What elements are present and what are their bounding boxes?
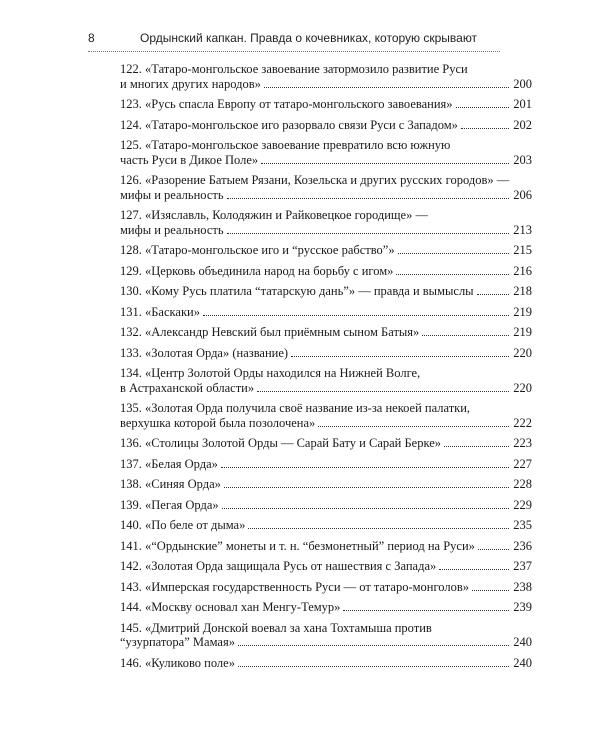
toc-entry xyxy=(120,559,532,574)
toc-entry xyxy=(120,621,532,650)
toc-entry-page: 240 xyxy=(513,635,532,649)
toc-entry xyxy=(120,539,532,554)
toc-entry-title-line: 123. «Русь спасла Европу от татаро-монгольского завоевания» xyxy=(120,97,453,111)
toc-entry xyxy=(120,457,532,472)
toc-entry xyxy=(120,600,532,615)
dot-leader xyxy=(439,569,509,570)
toc-entry-page: 220 xyxy=(513,380,532,395)
toc-entry-title-line: 131. «Баскаки» xyxy=(120,304,200,319)
dot-leader xyxy=(261,163,509,164)
dot-leader xyxy=(224,487,509,488)
toc-entry-title-line: 134. «Центр Золотой Орды находился на Нижней Волге, xyxy=(120,366,421,380)
dot-leader xyxy=(221,467,509,468)
toc-entry-title-line: в Астраханской области» xyxy=(120,380,255,395)
toc-entry-page: 240 xyxy=(513,655,532,670)
toc-entry xyxy=(120,305,532,320)
toc-entry-title-line: мифы и реальность xyxy=(120,187,224,202)
toc-entry-page: 237 xyxy=(513,559,532,573)
toc-entry-title-line: 145. «Дмитрий Донской воевал за хана Тохтамыша против xyxy=(120,620,432,635)
toc-entry-page: 202 xyxy=(513,117,532,132)
toc-entry xyxy=(120,401,532,430)
toc-entry xyxy=(120,656,532,671)
toc-entry-page: 223 xyxy=(513,436,532,450)
toc-entry-page: 227 xyxy=(513,456,532,471)
dot-leader xyxy=(227,198,510,199)
toc-entry-page: 238 xyxy=(513,579,532,594)
toc-entry-title-line: 129. «Церковь объединила народ на борьбу с игом» xyxy=(120,263,394,278)
toc-entry-title-line: 122. «Татаро-монгольское завоевание затормозило развитие Руси xyxy=(120,62,468,76)
toc-entry-title-line: 126. «Разорение Батыем Рязани, Козельска и других русских городов» — xyxy=(120,173,510,187)
toc-entry xyxy=(120,62,532,91)
toc-entry-title-line: 133. «Золотая Орда» (название) xyxy=(120,345,289,360)
toc-entry-title-line: 138. «Синяя Орда» xyxy=(120,477,221,491)
dot-leader xyxy=(222,508,510,509)
toc-entry-title-line: часть Руси в Дикое Поле» xyxy=(120,152,259,167)
toc-entry-page: 215 xyxy=(513,243,532,257)
toc-entry-title-line: 130. «Кому Русь платила “татарскую дань”» — правда и вымыслы xyxy=(120,284,474,298)
toc-entry-page: 228 xyxy=(513,477,532,491)
toc-entry xyxy=(120,580,532,595)
toc-entry-page: 220 xyxy=(513,345,532,360)
dot-leader xyxy=(478,549,509,550)
toc-entry-page: 201 xyxy=(513,97,532,111)
toc-entry-page: 203 xyxy=(513,152,532,167)
toc-entry xyxy=(120,208,532,237)
page-number: 8 xyxy=(88,31,95,45)
toc-entry-title-line: 136. «Столицы Золотой Орды — Сарай Бату и Сарай Берке» xyxy=(120,436,442,450)
dot-leader xyxy=(238,645,509,646)
toc-entry-title-line: 132. «Александр Невский был приёмным сыном Батыя» xyxy=(120,325,420,339)
toc-entry-page: 229 xyxy=(513,497,532,512)
dot-leader xyxy=(203,315,509,316)
dot-leader xyxy=(477,294,510,295)
toc-entry-title-line: мифы и реальность xyxy=(120,222,224,237)
toc-entry-title-line: 137. «Белая Орда» xyxy=(120,456,218,471)
dot-leader xyxy=(318,426,509,427)
dot-leader xyxy=(461,128,509,129)
toc-entry-page: 206 xyxy=(513,187,532,202)
dot-leader xyxy=(398,253,510,254)
toc-entry xyxy=(120,477,532,492)
toc-entry xyxy=(120,436,532,451)
toc-entry xyxy=(120,366,532,395)
toc-entry xyxy=(120,173,532,202)
toc-entry-title-line: 143. «Имперская государственность Руси — от татаро-монголов» xyxy=(120,579,469,594)
toc-entry xyxy=(120,518,532,533)
toc-entry-page: 219 xyxy=(513,325,532,339)
toc-entry-page: 222 xyxy=(513,415,532,430)
toc-entry-page: 218 xyxy=(513,284,532,298)
toc-entry xyxy=(120,97,532,112)
toc-entry-page: 235 xyxy=(513,518,532,532)
toc-entry xyxy=(120,325,532,340)
toc-entry-page: 200 xyxy=(513,76,532,91)
toc-entry-page: 213 xyxy=(513,222,532,237)
toc-entry-title-line: верхушка которой была позолочена» xyxy=(120,415,316,430)
toc-entry-title-line: “узурпатора” Мамая» xyxy=(120,635,235,649)
toc-entry-title-line: 146. «Куликово поле» xyxy=(120,655,235,670)
table-of-contents xyxy=(120,62,532,676)
dot-leader xyxy=(343,610,509,611)
dot-leader xyxy=(264,87,509,88)
dot-leader xyxy=(422,335,509,336)
dot-leader xyxy=(227,233,510,234)
toc-entry xyxy=(120,346,532,361)
running-title: Ордынский капкан. Правда о кочевниках, которую скрывают xyxy=(140,31,478,45)
dot-leader xyxy=(257,391,509,392)
toc-entry-title-line: 135. «Золотая Орда получила своё название из-за некоей палатки, xyxy=(120,401,471,415)
toc-entry xyxy=(120,498,532,513)
toc-entry-title-line: и многих других народов» xyxy=(120,76,261,91)
toc-entry-title-line: 127. «Изяславль, Колодяжин и Райковецкое городище» — xyxy=(120,208,428,222)
toc-entry-title-line: 125. «Татаро-монгольское завоевание превратило всю южную xyxy=(120,138,451,152)
toc-entry-title-line: 124. «Татаро-монгольское иго разорвало связи Руси с Западом» xyxy=(120,117,458,132)
dot-leader xyxy=(472,590,509,591)
toc-entry xyxy=(120,118,532,133)
toc-entry-title-line: 142. «Золотая Орда защищала Русь от нашествия с Запада» xyxy=(120,559,437,573)
toc-entry-title-line: 128. «Татаро-монгольское иго и “русское рабство”» xyxy=(120,243,395,257)
toc-entry-title-line: 144. «Москву основал хан Менгу-Темур» xyxy=(120,600,341,614)
toc-entry-page: 236 xyxy=(513,538,532,553)
toc-entry xyxy=(120,284,532,299)
dot-leader xyxy=(291,356,509,357)
toc-entry-page: 239 xyxy=(513,600,532,614)
toc-entry-title-line: 139. «Пегая Орда» xyxy=(120,497,219,512)
dot-leader xyxy=(248,528,509,529)
dot-leader xyxy=(444,446,509,447)
toc-entry-title-line: 140. «По беле от дыма» xyxy=(120,518,246,532)
toc-entry-page: 216 xyxy=(513,263,532,278)
dot-leader xyxy=(396,274,509,275)
running-header xyxy=(88,27,500,52)
toc-entry xyxy=(120,264,532,279)
toc-entry xyxy=(120,243,532,258)
toc-entry xyxy=(120,138,532,167)
toc-entry-title-line: 141. «“Ордынские” монеты и т. н. “безмонетный” период на Руси» xyxy=(120,538,475,553)
dot-leader xyxy=(238,666,509,667)
dot-leader xyxy=(456,107,510,108)
toc-entry-page: 219 xyxy=(513,304,532,319)
